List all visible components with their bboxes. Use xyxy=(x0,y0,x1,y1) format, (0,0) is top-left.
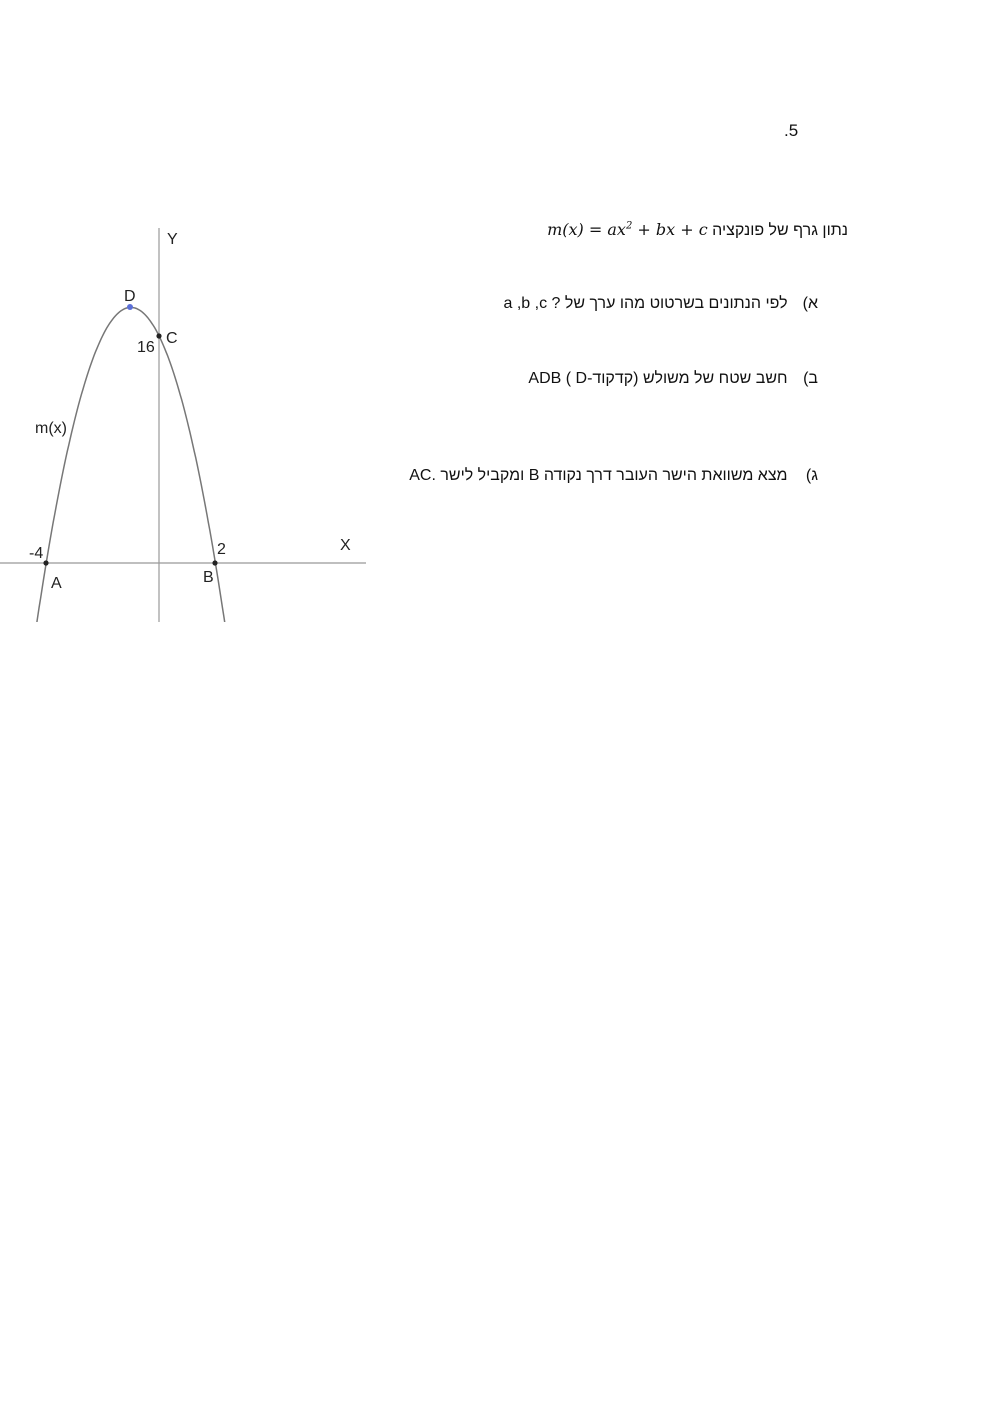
question-item-a xyxy=(503,295,818,313)
item-text: חשב שטח של משולש xyxy=(642,370,788,387)
item-text: מצא משוואת הישר העובר דרך נקודה B ומקביל לישר xyxy=(440,467,788,484)
point-b-label: B xyxy=(203,569,214,586)
parabola-graph xyxy=(0,222,380,622)
item-tail: AC. xyxy=(409,467,436,484)
question-number: .5 xyxy=(784,121,799,140)
point-a-label: A xyxy=(51,575,62,592)
item-tail: ADB ( D-קדקוד) xyxy=(528,370,639,387)
question-item-b xyxy=(528,370,818,388)
formula-exponent: 2 xyxy=(625,220,633,232)
function-formula xyxy=(547,220,708,239)
question-item-c xyxy=(409,467,818,485)
item-tail: a ,b ,c ? xyxy=(503,295,561,312)
point-a xyxy=(43,560,48,565)
y-axis-label: Y xyxy=(167,231,178,248)
point-c-label: C xyxy=(166,330,178,347)
item-marker: ב) xyxy=(803,370,818,387)
question-intro xyxy=(547,220,848,240)
point-b xyxy=(212,560,217,565)
parabola-curve xyxy=(34,307,226,622)
point-c xyxy=(156,333,161,338)
intro-text: נתון גרף של פונקציה xyxy=(712,222,848,239)
point-b-value: 2 xyxy=(217,541,226,558)
item-marker: ג) xyxy=(805,467,818,484)
item-marker: א) xyxy=(802,295,818,312)
point-a-value: -4 xyxy=(29,545,44,562)
formula-lhs: m(x) = ax xyxy=(547,220,626,239)
function-label: m(x) xyxy=(35,420,67,437)
item-text: לפי הנתונים בשרטוט מהו ערך של xyxy=(564,295,788,312)
point-c-value: 16 xyxy=(137,339,155,356)
point-d-label: D xyxy=(124,288,136,305)
formula-rhs: + bx + c xyxy=(632,220,708,239)
x-axis-label: X xyxy=(340,537,351,554)
